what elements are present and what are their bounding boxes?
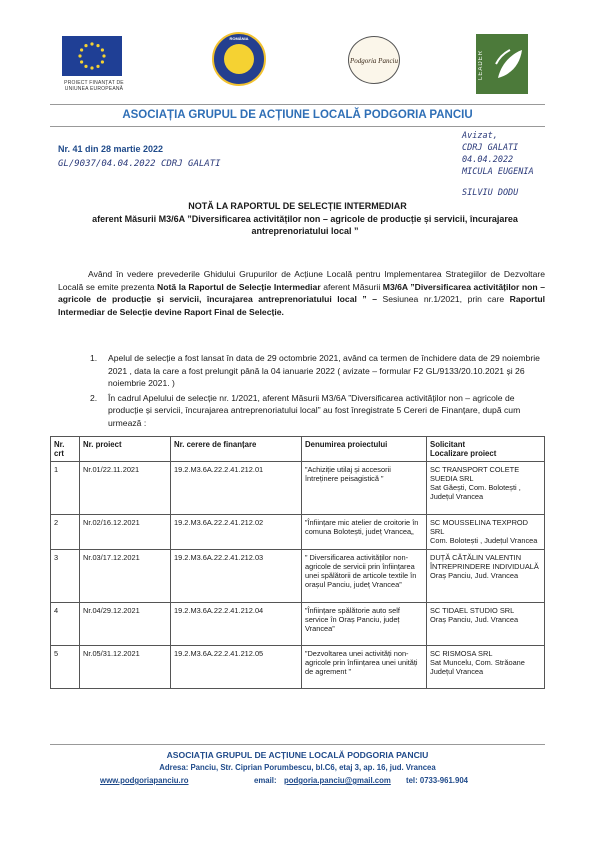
approval-line: MICULA EUGENIA <box>462 167 534 177</box>
cell-proiect: Nr.02/16.12.2021 <box>80 515 171 550</box>
eu-caption: PROIECT FINANȚAT DE UNIUNEA EUROPEANĂ <box>64 80 124 92</box>
email-link[interactable]: podgoria.panciu@gmail.com <box>284 776 391 785</box>
cell-cerere: 19.2.M3.6A.22.2.41.212.02 <box>171 515 302 550</box>
romania-seal-logo <box>212 32 266 86</box>
cell-proiect: Nr.05/31.12.2021 <box>80 646 171 689</box>
table-row <box>51 515 545 550</box>
header-nr-crt: Nr. crt <box>51 437 80 462</box>
cell-denumire: ”Înființare mic atelier de croitorie în comuna Bolotești, județ Vrancea„ <box>302 515 427 550</box>
table-header-row <box>51 437 545 462</box>
note-subtitle: aferent Măsurii M3/6A ”Diversificarea activităților non – agricole de producție și servicii, încurajarea antreprenoriatului local ” <box>92 214 518 236</box>
table-row <box>51 603 545 646</box>
intro-text: Sesiunea nr.1/2021, prin care <box>376 294 510 304</box>
gal-logo-text: Podgoria Panciu <box>349 57 399 65</box>
note-title: NOTĂ LA RAPORTUL DE SELECȚIE INTERMEDIAR <box>188 201 407 211</box>
gal-podgoria-logo <box>348 36 400 84</box>
solicitant-location: Sat Muncelu, Com. Străoane Județul Vrancea <box>430 658 525 676</box>
intro-text: Având în vedere prevederile Ghidului Grupurilor de Acțiune Locală pentru Implementarea Strategiilor de Dezvoltare Locală se emite prezenta <box>58 269 545 292</box>
list-item <box>90 352 545 390</box>
cell-proiect: Nr.01/22.11.2021 <box>80 462 171 515</box>
list-number: 2. <box>90 392 98 403</box>
table-row <box>51 550 545 603</box>
cell-proiect: Nr.04/29.12.2021 <box>80 603 171 646</box>
list-number: 1. <box>90 353 98 363</box>
solicitant-location: Com. Bolotești , Județul Vrancea <box>430 536 538 545</box>
cell-cerere: 19.2.M3.6A.22.2.41.212.01 <box>171 462 302 515</box>
intro-paragraph <box>58 268 545 318</box>
cell-cerere: 19.2.M3.6A.22.2.41.212.04 <box>171 603 302 646</box>
header-denumire: Denumirea proiectului <box>302 437 427 462</box>
intro-bold: M3/6A ”Diversificarea activităților non – agricole de producție și servicii, încurajarea antreprenoriatului local ” – <box>58 281 545 304</box>
list-text: În cadrul Apelului de selecție nr. 1/2021, aferent Măsurii M3/6A ”Diversificarea activităților non – agricole de producție și servicii, încurajarea antreprenoriatului local” au fost înregistrate 5 Cereri de Finanțare, după cum urmează : <box>108 392 521 428</box>
document-number: Nr. 41 din 28 martie 2022 <box>58 144 164 154</box>
header-localizare-label: Localizare proiect <box>430 449 497 458</box>
header-solicitant-label: Solicitant <box>430 440 466 449</box>
header-nr-proiect: Nr. proiect <box>80 437 171 462</box>
header-nr-cerere: Nr. cerere de finanțare <box>171 437 302 462</box>
intro-text: aferent Măsurii <box>320 281 383 292</box>
solicitant-name: DUȚĂ CĂTĂLIN VALENTIN ÎNTREPRINDERE INDIVIDUALĂ <box>430 553 539 571</box>
cell-nr: 2 <box>51 515 80 550</box>
handwritten-signature-name: SILVIU DODU <box>462 188 519 198</box>
cell-nr: 5 <box>51 646 80 689</box>
leaf-icon <box>476 34 528 94</box>
cell-denumire: ”Achiziție utilaj și accesorii întreținere peisagistică ” <box>302 462 427 515</box>
cell-solicitant <box>427 603 545 646</box>
header-divider <box>50 104 545 105</box>
cell-solicitant <box>427 462 545 515</box>
handwritten-approval <box>462 130 572 178</box>
list-item <box>90 392 545 430</box>
solicitant-location: Oraș Panciu, Jud. Vrancea <box>430 571 519 580</box>
approval-line: 04.04.2022 <box>462 155 514 165</box>
numbered-list <box>90 352 545 431</box>
table-row <box>51 462 545 515</box>
website-link[interactable]: www.podgoriapanciu.ro <box>100 776 189 785</box>
solicitant-name: SC RISMOSA SRL <box>430 649 493 658</box>
cell-nr: 1 <box>51 462 80 515</box>
email-label: email: <box>254 776 277 785</box>
handwritten-registration: GL/9037/04.04.2022 CDRJ GALATI <box>58 159 221 169</box>
solicitant-name: SC TRANSPORT COLETE SUEDIA SRL <box>430 465 520 483</box>
eu-flag-logo <box>62 36 122 76</box>
approval-line: Avizat, <box>462 131 498 141</box>
header-solicitant <box>427 437 545 462</box>
footer-divider <box>50 744 545 745</box>
phone-number: tel: 0733-961.904 <box>406 776 468 785</box>
cell-denumire: ”Înființare spălătorie auto self service în Oraș Panciu, județ Vrancea” <box>302 603 427 646</box>
intro-bold: Raportul Intermediar de Selecție devine Raport Final de Selecție. <box>58 294 545 317</box>
list-text: Apelul de selecție a fost lansat în data de 29 octombrie 2021, având ca termen de închidere data de 29 noiembrie 2021 , data la care a fost prelungit până la 04 ianuarie 2022 ( avizate – formular F2 GL/9133/20.10.2021 și 26 noiembrie 2021. ) <box>108 353 540 388</box>
solicitant-name: SC MOUSSELINA TEXPROD SRL <box>430 518 529 536</box>
cell-proiect: Nr.03/17.12.2021 <box>80 550 171 603</box>
ro-seal-text: ROMÂNIA <box>229 36 249 41</box>
cell-nr: 3 <box>51 550 80 603</box>
projects-table <box>50 436 545 689</box>
footer-title: ASOCIAȚIA GRUPUL DE ACȚIUNE LOCALĂ PODGORIA PANCIU <box>166 750 429 760</box>
table-row <box>51 646 545 689</box>
cell-solicitant <box>427 550 545 603</box>
cell-nr: 4 <box>51 603 80 646</box>
intro-bold: Notă la Raportul de Selecție Intermediar <box>157 281 321 292</box>
cell-solicitant <box>427 646 545 689</box>
footer-address: Adresa: Panciu, Str. Ciprian Porumbescu, bl.C6, etaj 3, ap. 16, jud. Vrancea <box>159 763 436 772</box>
cell-cerere: 19.2.M3.6A.22.2.41.212.03 <box>171 550 302 603</box>
cell-solicitant <box>427 515 545 550</box>
cell-denumire: ” Diversificarea activităților non-agricole de servicii prin înființarea unei spălătorii de articole textile în orașul Panciu, județ Vrancea” <box>302 550 427 603</box>
solicitant-location: Oraș Panciu, Jud. Vrancea <box>430 615 519 624</box>
coat-of-arms-icon <box>224 44 254 74</box>
solicitant-name: SC TIDAEL STUDIO SRL <box>430 606 515 615</box>
cell-denumire: ”Dezvoltarea unei activități non-agricole prin înființarea unei unități de agrement ” <box>302 646 427 689</box>
solicitant-location: Sat Găești, Com. Bolotești , Județul Vrancea <box>430 483 521 501</box>
approval-line: CDRJ GALATI <box>462 143 519 153</box>
cell-cerere: 19.2.M3.6A.22.2.41.212.05 <box>171 646 302 689</box>
association-title: ASOCIAȚIA GRUPUL DE ACȚIUNE LOCALĂ PODGORIA PANCIU <box>122 109 473 121</box>
leader-logo <box>476 34 528 94</box>
header-divider-bottom <box>50 126 545 127</box>
leader-logo-text: LEADER <box>478 50 484 81</box>
eu-stars-icon <box>62 36 122 76</box>
